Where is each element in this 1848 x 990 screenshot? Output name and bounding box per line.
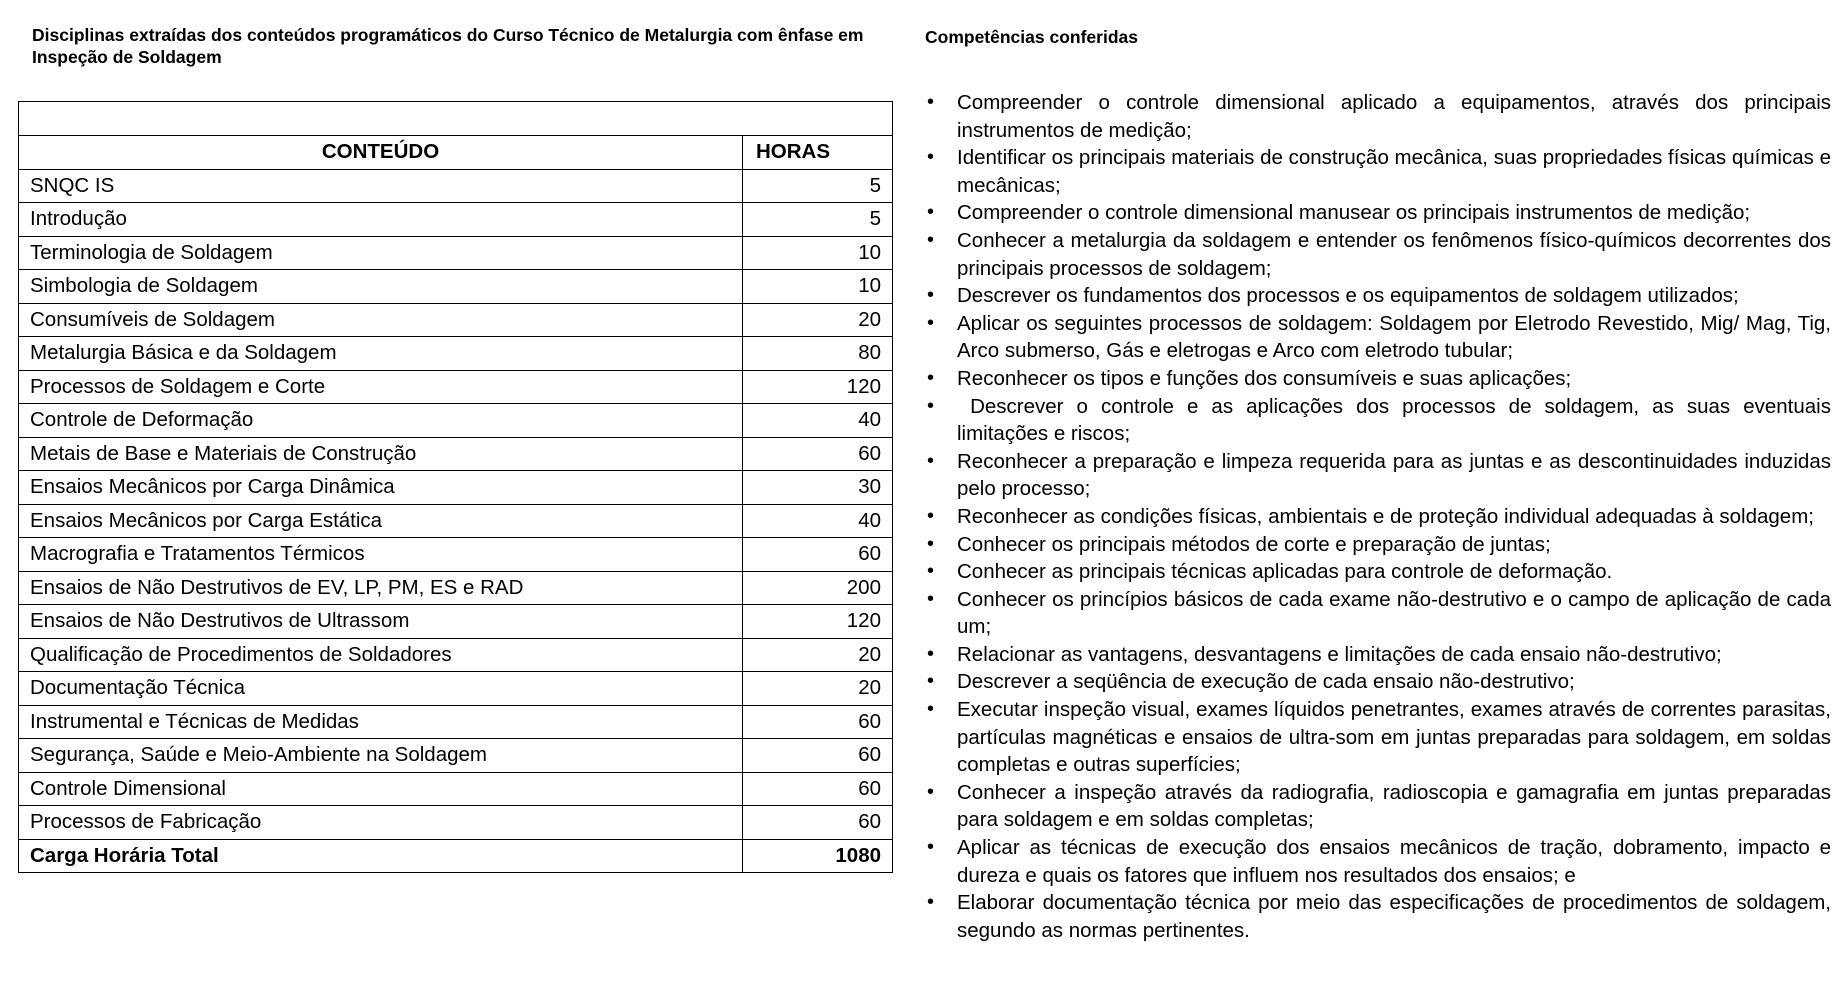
- competence-text: Conhecer a inspeção através da radiografia, radioscopia e gamagrafia em juntas preparadas para soldagem e em soldas completas;: [957, 780, 1837, 832]
- competence-item: [927, 503, 1831, 531]
- hours-cell: 40: [743, 504, 893, 538]
- hours-cell: 20: [743, 638, 893, 672]
- competence-text: Conhecer as principais técnicas aplicadas para controle de deformação.: [957, 560, 1613, 584]
- hours-cell: 60: [743, 538, 893, 572]
- competence-text: Relacionar as vantagens, desvantagens e limitações de cada ensaio não-destrutivo;: [957, 642, 1722, 666]
- column-header-content: CONTEÚDO: [19, 136, 743, 170]
- competence-text: Reconhecer os tipos e funções dos consumíveis e suas aplicações;: [957, 366, 1572, 390]
- content-cell: Documentação Técnica: [19, 672, 743, 706]
- total-row: [19, 839, 893, 873]
- bullet-icon: •: [927, 642, 935, 665]
- content-cell: Ensaios de Não Destrutivos de EV, LP, PM, ES e RAD: [19, 571, 743, 605]
- curriculum-table: [18, 101, 893, 873]
- competence-text: Aplicar os seguintes processos de soldagem: Soldagem por Eletrodo Revestido, Mig/ Mag, Tig, Arco submerso, Gás e eletrogas e Arco com eletrodo tubular;: [957, 311, 1836, 363]
- hours-cell: 60: [743, 705, 893, 739]
- competence-item: [927, 668, 1831, 696]
- content-cell: Segurança, Saúde e Meio-Ambiente na Soldagem: [19, 739, 743, 773]
- competence-item: [927, 227, 1837, 282]
- table-row: [19, 638, 893, 672]
- competence-item: [927, 641, 1831, 669]
- hours-cell: 10: [743, 270, 893, 304]
- bullet-icon: •: [927, 228, 935, 251]
- table-row: [19, 404, 893, 438]
- table-row: [19, 772, 893, 806]
- hours-cell: 5: [743, 203, 893, 237]
- content-cell: SNQC IS: [19, 169, 743, 203]
- bullet-icon: •: [927, 836, 935, 859]
- content-cell: Consumíveis de Soldagem: [19, 303, 743, 337]
- content-cell: Processos de Fabricação: [19, 806, 743, 840]
- bullet-icon: •: [927, 532, 935, 555]
- table-row: [19, 739, 893, 773]
- content-cell: Introdução: [19, 203, 743, 237]
- table-row: [19, 605, 893, 639]
- content-cell: Instrumental e Técnicas de Medidas: [19, 705, 743, 739]
- total-hours: 1080: [743, 839, 893, 873]
- table-row: [19, 437, 893, 471]
- competence-item: [927, 144, 1837, 199]
- table-row: [19, 504, 893, 538]
- competence-item: [927, 696, 1837, 779]
- competence-item: [927, 779, 1837, 834]
- curriculum-heading: Disciplinas extraídas dos conteúdos programáticos do Curso Técnico de Metalurgia com ênfase em Inspeção de Soldagem: [32, 25, 864, 67]
- competences-list: [927, 89, 1837, 944]
- competence-item: [927, 531, 1831, 559]
- hours-cell: 80: [743, 337, 893, 371]
- competence-text: Descrever o controle e as aplicações dos processos de soldagem, as suas eventuais limitações e riscos;: [957, 394, 1837, 446]
- bullet-icon: •: [927, 284, 935, 307]
- table-row: [19, 538, 893, 572]
- bullet-icon: •: [927, 91, 935, 113]
- competence-text: Conhecer os princípios básicos de cada exame não-destrutivo e o campo de aplicação de cada um;: [957, 587, 1837, 639]
- competence-text: Compreender o controle dimensional aplicado a equipamentos, através dos principais instrumentos de medição;: [957, 91, 1837, 142]
- hours-cell: 120: [743, 370, 893, 404]
- bullet-icon: •: [927, 201, 935, 224]
- table-row: [19, 672, 893, 706]
- content-cell: Qualificação de Procedimentos de Soldadores: [19, 638, 743, 672]
- table-header-row: [19, 136, 893, 170]
- content-cell: Ensaios de Não Destrutivos de Ultrassom: [19, 605, 743, 639]
- table-row: [19, 337, 893, 371]
- content-cell: Ensaios Mecânicos por Carga Dinâmica: [19, 471, 743, 505]
- competence-text: Compreender o controle dimensional manusear os principais instrumentos de medição;: [957, 201, 1751, 225]
- bullet-icon: •: [927, 587, 935, 610]
- hours-cell: 10: [743, 236, 893, 270]
- content-cell: Ensaios Mecânicos por Carga Estática: [19, 504, 743, 538]
- bullet-icon: •: [927, 560, 935, 583]
- hours-cell: 60: [743, 806, 893, 840]
- competence-item: [927, 586, 1837, 641]
- table-row: [19, 806, 893, 840]
- content-cell: Controle de Deformação: [19, 404, 743, 438]
- content-cell: Metais de Base e Materiais de Construção: [19, 437, 743, 471]
- competence-item: [927, 448, 1837, 503]
- hours-cell: 30: [743, 471, 893, 505]
- table-row: [19, 270, 893, 304]
- table-row: [19, 303, 893, 337]
- bullet-icon: •: [927, 394, 935, 417]
- bullet-icon: •: [927, 504, 935, 527]
- hours-cell: 40: [743, 404, 893, 438]
- content-cell: Controle Dimensional: [19, 772, 743, 806]
- competences-heading: Competências conferidas: [925, 27, 1138, 47]
- bullet-icon: •: [927, 891, 935, 914]
- competence-text: Conhecer os principais métodos de corte e preparação de juntas;: [957, 532, 1551, 556]
- competence-text: Descrever os fundamentos dos processos e os equipamentos de soldagem utilizados;: [957, 284, 1739, 308]
- competence-item: [927, 199, 1831, 227]
- hours-cell: 60: [743, 437, 893, 471]
- competence-text: Elaborar documentação técnica por meio das especificações de procedimentos de soldagem, segundo as normas pertinentes.: [957, 891, 1837, 942]
- hours-cell: 60: [743, 739, 893, 773]
- competence-item: [927, 393, 1837, 448]
- competence-item: [927, 889, 1837, 944]
- table-row: [19, 236, 893, 270]
- competence-item: [927, 89, 1837, 144]
- hours-cell: 5: [743, 169, 893, 203]
- bullet-icon: •: [927, 670, 935, 693]
- content-cell: Macrografia e Tratamentos Térmicos: [19, 538, 743, 572]
- competence-item: [927, 834, 1837, 889]
- bullet-icon: •: [927, 698, 935, 721]
- competence-text: Executar inspeção visual, exames líquidos penetrantes, exames através de correntes parasitas, partículas magnéticas e ensaios de ultra-som em juntas preparadas para soldagem, em soldas completas e outras superfícies;: [957, 698, 1837, 777]
- hours-cell: 20: [743, 672, 893, 706]
- content-cell: Terminologia de Soldagem: [19, 236, 743, 270]
- hours-cell: 200: [743, 571, 893, 605]
- competence-item: [927, 365, 1831, 393]
- competence-item: [927, 282, 1831, 310]
- table-row: [19, 370, 893, 404]
- competence-text: Aplicar as técnicas de execução dos ensaios mecânicos de tração, dobramento, impacto e dureza e quais os fatores que influem nos resultados dos ensaios; e: [957, 836, 1837, 887]
- bullet-icon: •: [927, 311, 935, 334]
- bullet-icon: •: [927, 146, 935, 169]
- table-row: [19, 571, 893, 605]
- bullet-icon: •: [927, 780, 935, 803]
- table-row: [19, 471, 893, 505]
- hours-cell: 20: [743, 303, 893, 337]
- bullet-icon: •: [927, 449, 935, 472]
- competence-text: Descrever a seqüência de execução de cada ensaio não-destrutivo;: [957, 670, 1575, 694]
- table-blank-row: [19, 102, 893, 136]
- competence-text: Conhecer a metalurgia da soldagem e entender os fenômenos físico-químicos decorrentes dos principais processos de soldagem;: [957, 228, 1837, 280]
- competence-item: [927, 310, 1836, 365]
- content-cell: Metalurgia Básica e da Soldagem: [19, 337, 743, 371]
- table-row: [19, 169, 893, 203]
- bullet-icon: •: [927, 366, 935, 389]
- competence-item: [927, 558, 1831, 586]
- competence-text: Reconhecer as condições físicas, ambientais e de proteção individual adequadas à soldagem;: [957, 504, 1814, 528]
- competence-text: Reconhecer a preparação e limpeza requerida para as juntas e as descontinuidades induzidas pelo processo;: [957, 449, 1837, 501]
- column-header-hours: HORAS: [743, 136, 893, 170]
- hours-cell: 60: [743, 772, 893, 806]
- competence-text: Identificar os principais materiais de construção mecânica, suas propriedades físicas químicas e mecânicas;: [957, 146, 1837, 197]
- content-cell: Simbologia de Soldagem: [19, 270, 743, 304]
- content-cell: Processos de Soldagem e Corte: [19, 370, 743, 404]
- table-row: [19, 705, 893, 739]
- table-row: [19, 203, 893, 237]
- hours-cell: 120: [743, 605, 893, 639]
- total-label: Carga Horária Total: [19, 839, 743, 873]
